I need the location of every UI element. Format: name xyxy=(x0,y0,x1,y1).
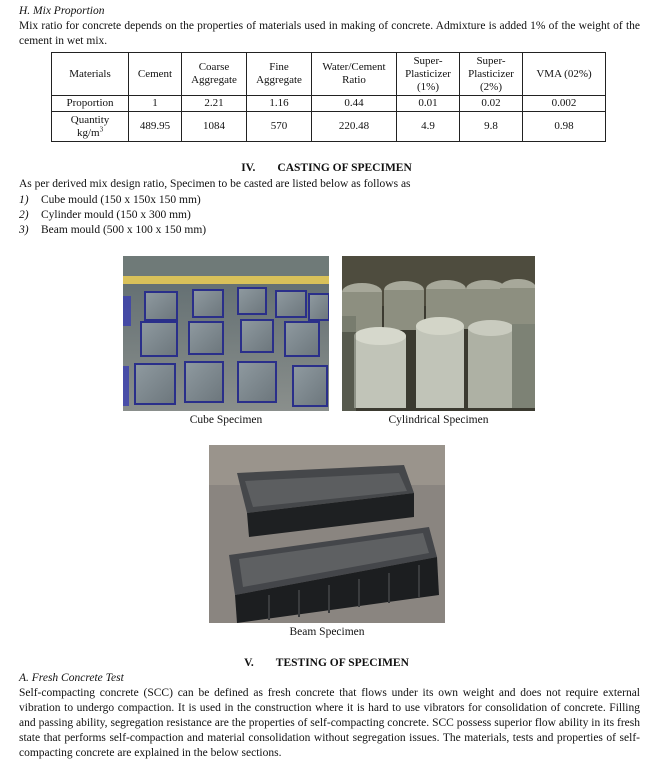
cube-caption: Cube Specimen xyxy=(189,414,263,426)
header-cell: VMA (02%) xyxy=(523,53,606,96)
table-cell: 0.02 xyxy=(460,96,523,112)
header-cell: Water/Cement Ratio xyxy=(312,53,397,96)
table-cell: 9.8 xyxy=(460,112,523,142)
cube-specimen-photo xyxy=(123,256,329,411)
table-cell: 0.002 xyxy=(523,96,606,112)
row-label-sup: 3 xyxy=(99,124,104,133)
section-iv-number: IV. xyxy=(241,162,256,174)
table-cell: 0.01 xyxy=(397,96,460,112)
cylinder-specimen-photo xyxy=(342,256,535,411)
section-v-text: Self-compacting concrete (SCC) can be defined as fresh concrete that flows under its own weight and does not require external vibration to undergo compaction. It is used in the construction where it is hard to use vibrators for consolidation of concrete. Filling and passing ability, segregation resistance are the properties of self-compacting concrete. SCC possess superior flow ability in its fresh state that performs self-compaction and material consolidation without segregation issues. The materials, tests and properties of self-compacting concrete are explained in the below sections. xyxy=(19,687,640,759)
header-cell: Materials xyxy=(52,53,129,96)
row-label xyxy=(52,112,129,142)
section-h-title: H. Mix Proportion xyxy=(19,5,105,17)
list-text: Cylinder mould (150 x 300 mm) xyxy=(41,209,191,221)
mix-proportion-table xyxy=(51,52,606,142)
table-cell: 220.48 xyxy=(312,112,397,142)
header-cell: Fine Aggregate xyxy=(247,53,312,96)
list-number: 2) xyxy=(19,209,29,221)
header-cell: Cement xyxy=(129,53,182,96)
section-iv-intro: As per derived mix design ratio, Specimen to be casted are listed below as follows as xyxy=(19,178,411,190)
table-cell: 1.16 xyxy=(247,96,312,112)
list-item xyxy=(19,208,191,223)
section-v-subtitle: A. Fresh Concrete Test xyxy=(19,672,124,684)
list-item xyxy=(19,193,201,208)
table-row xyxy=(52,96,606,112)
row-label-text: Quantity xyxy=(70,113,110,126)
cylinder-caption: Cylindrical Specimen xyxy=(388,414,489,426)
header-cell: Coarse Aggregate xyxy=(182,53,247,96)
list-item xyxy=(19,223,206,238)
section-v-title: TESTING OF SPECIMEN xyxy=(275,657,409,669)
header-cell: Super-Plasticizer (2%) xyxy=(460,53,523,96)
table-cell: 1 xyxy=(129,96,182,112)
table-cell: 0.44 xyxy=(312,96,397,112)
row-label-unit: kg/m xyxy=(76,126,100,139)
section-v-number: V. xyxy=(244,657,254,669)
row-label: Proportion xyxy=(52,96,129,112)
table-header-row xyxy=(52,53,606,96)
table-cell: 489.95 xyxy=(129,112,182,142)
table-row xyxy=(52,112,606,142)
section-iv-title: CASTING OF SPECIMEN xyxy=(277,162,412,174)
section-v-heading xyxy=(0,656,653,671)
table-cell: 0.98 xyxy=(523,112,606,142)
table-cell: 2.21 xyxy=(182,96,247,112)
table-cell: 1084 xyxy=(182,112,247,142)
list-number: 3) xyxy=(19,224,29,236)
list-number: 1) xyxy=(19,194,29,206)
section-iv-heading xyxy=(0,161,653,176)
section-h-text: Mix ratio for concrete depends on the properties of materials used in making of concrete. Admixture is added 1% of the weight of the cement in wet mix. xyxy=(19,20,640,47)
table-cell: 4.9 xyxy=(397,112,460,142)
beam-caption: Beam Specimen xyxy=(289,626,365,638)
table-cell: 570 xyxy=(247,112,312,142)
list-text: Beam mould (500 x 100 x 150 mm) xyxy=(41,224,207,236)
list-text: Cube mould (150 x 150x 150 mm) xyxy=(41,194,201,206)
header-cell: Super-Plasticizer (1%) xyxy=(397,53,460,96)
beam-specimen-photo xyxy=(209,445,445,623)
